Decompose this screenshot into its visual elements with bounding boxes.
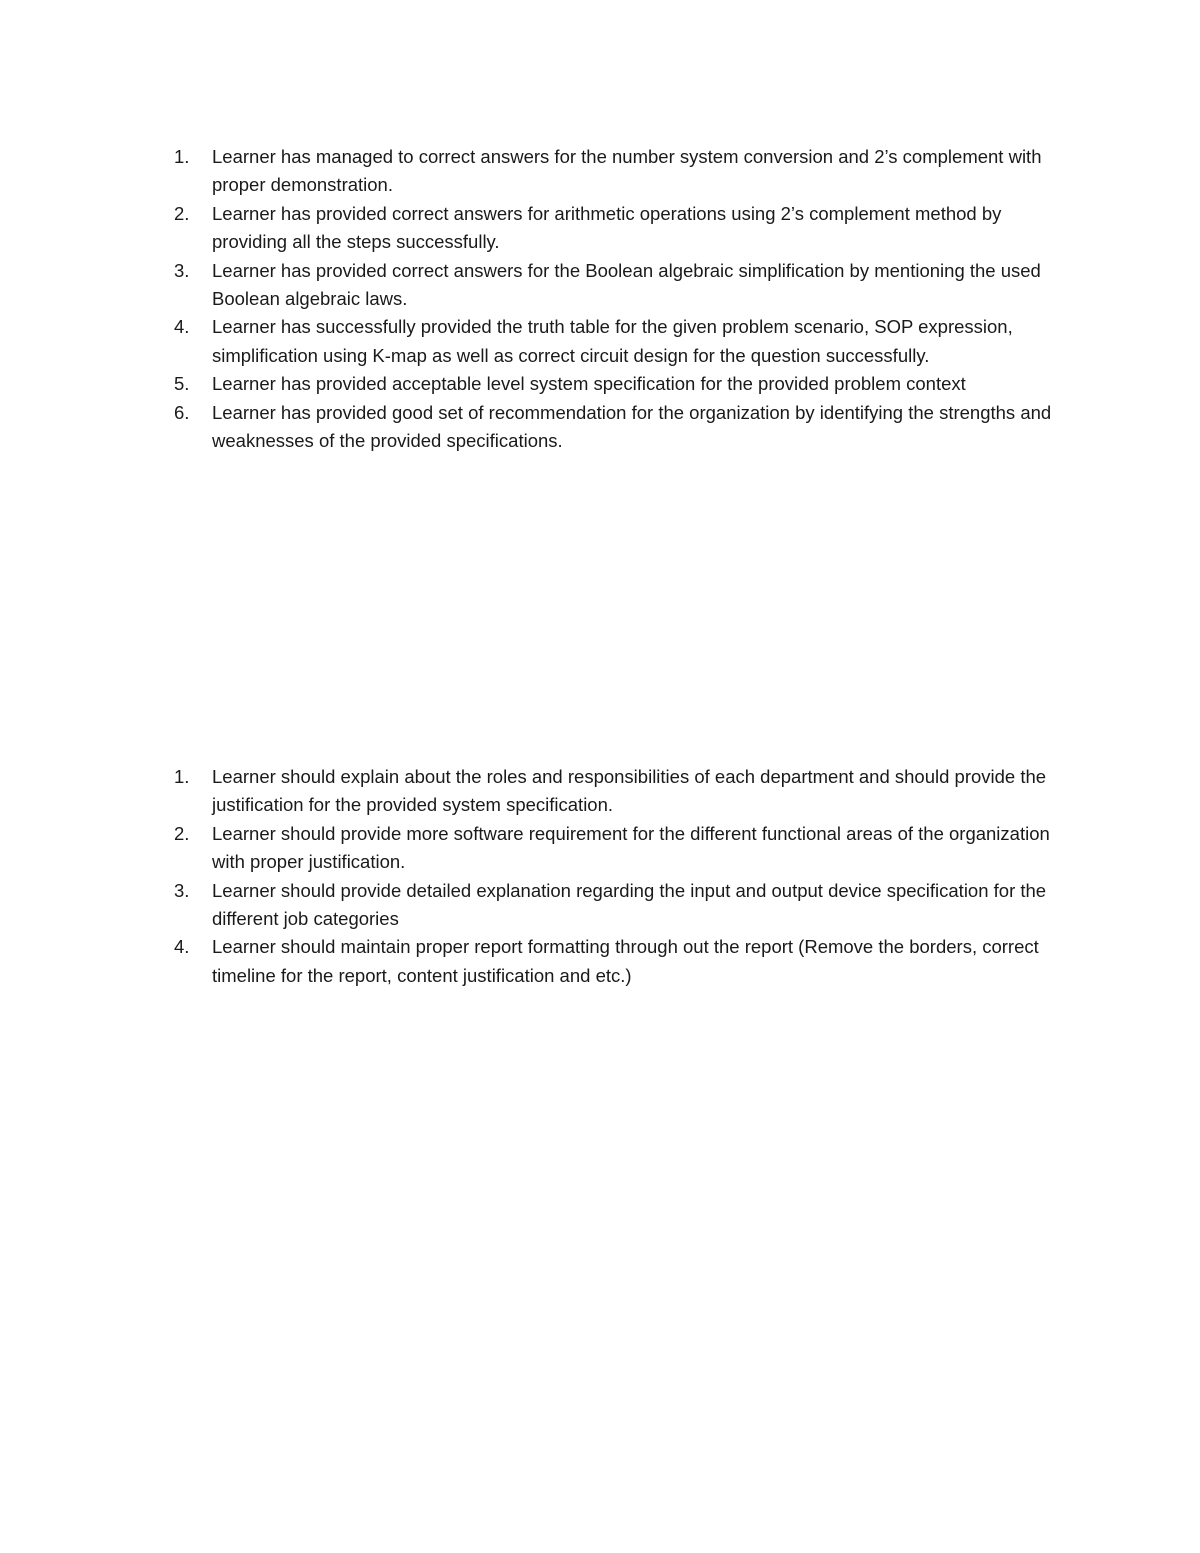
item-number: 3. xyxy=(174,879,190,901)
list-item xyxy=(168,143,1068,200)
item-number: 1. xyxy=(174,146,190,167)
item-number: 4. xyxy=(174,936,190,958)
improvements-list xyxy=(168,763,1068,990)
list-item xyxy=(168,313,1068,370)
list-item xyxy=(168,877,1068,934)
item-text: Learner should provide detailed explanation regarding the input and output device specification for the different job categories xyxy=(212,879,1047,930)
strengths-list xyxy=(168,143,1068,455)
list-item xyxy=(168,933,1068,990)
item-number: 6. xyxy=(174,401,190,423)
list-item xyxy=(168,763,1068,820)
item-text: Learner should provide more software requirement for the different functional areas of the organization with proper justification. xyxy=(212,822,1050,873)
item-text: Learner has provided acceptable level system specification for the provided problem context xyxy=(212,373,966,395)
item-text: Learner has provided correct answers for arithmetic operations using 2’s complement method by providing all the steps successfully. xyxy=(212,202,1002,253)
item-number: 4. xyxy=(174,316,190,338)
item-number: 1. xyxy=(174,766,190,787)
item-number: 2. xyxy=(174,822,190,844)
list-item xyxy=(168,399,1068,456)
list-item xyxy=(168,257,1068,314)
item-text: Learner has provided correct answers for the Boolean algebraic simplification by mentioning the used Boolean algebraic laws. xyxy=(212,259,1041,310)
item-text: Learner has provided good set of recommendation for the organization by identifying the strengths and weaknesses of the provided specifications. xyxy=(212,401,1052,452)
item-number: 3. xyxy=(174,259,190,281)
item-text: Learner should maintain proper report formatting through out the report (Remove the borders, correct timeline for the report, content justification and etc.) xyxy=(212,936,1039,986)
item-text: Learner has managed to correct answers for the number system conversion and 2’s complement with proper demonstration. xyxy=(212,146,1042,196)
item-text: Learner has successfully provided the truth table for the given problem scenario, SOP expression, simplification using K-map as well as correct circuit design for the question successfully. xyxy=(212,316,1013,366)
list-item xyxy=(168,820,1068,877)
list-item xyxy=(168,200,1068,257)
item-number: 5. xyxy=(174,373,190,395)
list-item xyxy=(168,370,1068,398)
item-text: Learner should explain about the roles and responsibilities of each department and should provide the justification for the provided system specification. xyxy=(212,766,1047,816)
item-number: 2. xyxy=(174,202,190,224)
